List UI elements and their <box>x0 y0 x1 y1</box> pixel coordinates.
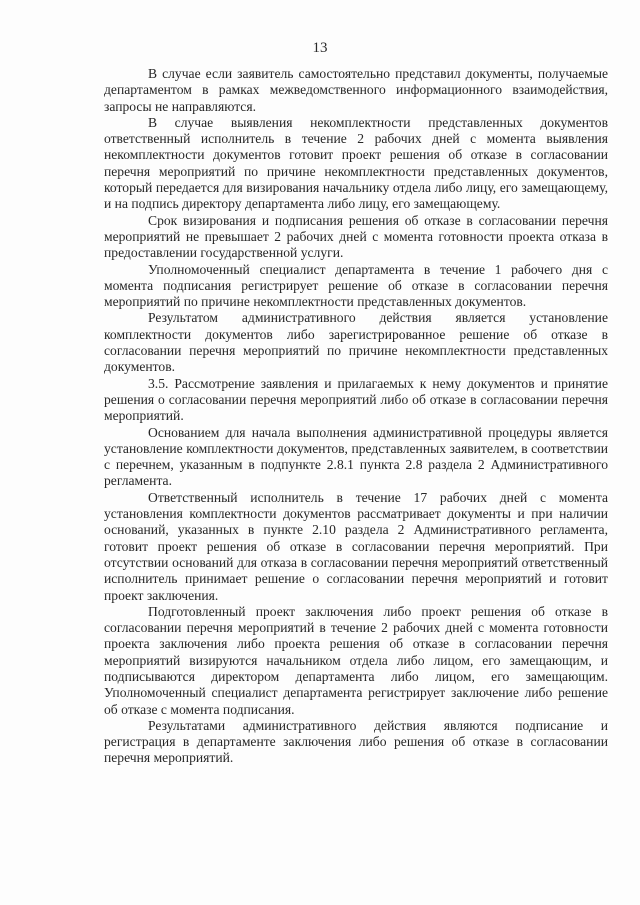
paragraph-incompleteness: В случае выявления некомплектности представленных документов ответственный исполнитель в течение 2 рабочих дней с момента выявления некомплектности документов готовит проект решения об отказе в согласовании перечня мероприятий по причине некомплектности представленных документов, который передается для визирования начальнику отдела либо лицу, его замещающему, и на подпись директору департамента либо лицу, его замещающему. <box>104 114 608 212</box>
page-number: 13 <box>312 40 328 56</box>
paragraph-registration: Уполномоченный специалист департамента в течение 1 рабочего дня с момента подписания регистрирует решение об отказе в согласовании перечня мероприятий по причине некомплектности представленных документов. <box>104 261 608 310</box>
paragraph-approval: Подготовленный проект заключения либо проект решения об отказе в согласовании перечня мероприятий в течение 2 рабочих дней с момента готовности проекта заключения либо проекта решения об отказе в согласовании перечня мероприятий визируются начальником отдела либо лицом, его замещающим, и подписываются директором департамента либо лицом, его замещающим. Уполномоченный специалист департамента регистрирует заключение либо решение об отказе с момента подписания. <box>104 603 608 717</box>
paragraph-final-result: Результатами административного действия являются подписание и регистрация в департаменте заключения либо решения об отказе в согласовании перечня мероприятий. <box>104 717 608 766</box>
paragraph-grounds: Основанием для начала выполнения административной процедуры является установление комплектности документов, представленных заявителем, в соответствии с перечнем, указанным в подпункте 2.8.1 пункта 2.8 раздела 2 Административного регламента. <box>104 424 608 489</box>
paragraph-result: Результатом административного действия является установление комплектности документов либо зарегистрированное решение об отказе в согласовании перечня мероприятий по причине некомплектности представленных документов. <box>104 310 608 375</box>
paragraph-signing-term: Срок визирования и подписания решения об отказе в согласовании перечня мероприятий не превышает 2 рабочих дней с момента готовности проекта отказа в предоставлении государственной услуги. <box>104 212 608 261</box>
document-body <box>104 66 608 767</box>
paragraph-review: Ответственный исполнитель в течение 17 рабочих дней с момента установления комплектности документов рассматривает документы и при наличии оснований, указанных в пункте 2.10 раздела 2 Административного регламента, готовит проект решения об отказе в согласовании перечня мероприятий. При отсутствии оснований для отказа в согласовании перечня мероприятий ответственный исполнитель принимает решение о согласовании перечня мероприятий и готовит проект заключения. <box>104 489 608 603</box>
section-heading-3-5: 3.5. Рассмотрение заявления и прилагаемых к нему документов и принятие решения о согласовании перечня мероприятий либо об отказе в согласовании перечня мероприятий. <box>104 375 608 424</box>
paragraph-documents-submitted: В случае если заявитель самостоятельно представил документы, получаемые департаментом в рамках межведомственного информационного взаимодействия, запросы не направляются. <box>104 66 608 114</box>
